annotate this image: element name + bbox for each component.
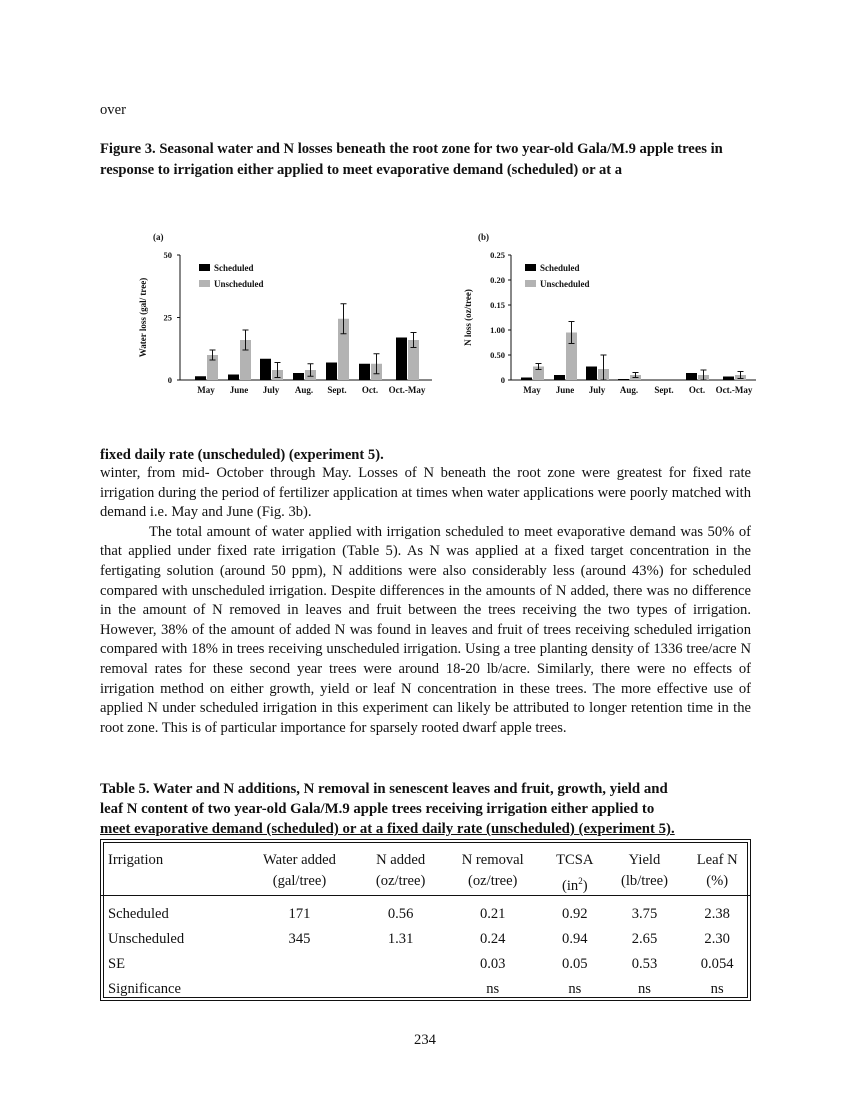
table-cell: 0.03 [479,955,506,972]
x-tick-label: Oct. [361,385,379,395]
table-cell [239,977,360,1002]
table-row [100,952,751,977]
chart-a [138,232,432,395]
table-cell: ns [486,980,500,997]
table-header-row [100,839,751,897]
table-cell: 0.24 [479,930,506,947]
x-tick-label: Aug. [619,385,639,395]
bar [686,373,697,380]
table-cell: 3.75 [631,905,658,922]
y-tick-label: 0.15 [490,300,505,310]
continued-word: over [100,102,126,118]
legend-label: Scheduled [540,263,580,273]
data-table [100,839,751,1002]
table-cell: 0.21 [479,905,506,922]
y-axis-title: Water loss (gal/ tree) [138,277,148,358]
bar [195,376,206,380]
y-axis-title: N loss (oz/tree) [463,289,473,346]
table-caption-line-2: leaf N content of two year-old Gala/M.9 apple trees receiving irrigation either applied to [100,801,655,817]
x-tick-label: June [555,385,575,395]
table-cell [360,977,442,1002]
table-cell: 345 [288,930,311,947]
x-tick-label: Oct.-May [388,385,426,395]
legend-swatch [199,280,210,287]
table-cell: 0.92 [562,905,588,922]
table-caption-line-3: meet evaporative demand (scheduled) or at a fixed daily rate (unscheduled) (experiment 5). [100,821,675,837]
bar [359,364,370,380]
table-cell: 0.56 [387,905,414,922]
table-cell [360,952,442,977]
body-paragraph-1: winter, from mid- October through May. Losses of N beneath the root zone were greatest for fixed rate irrigation during the period of fertilizer application at times when water applications were poorly matched with demand i.e. May and June (Fig. 3b). [100,465,751,521]
bar [293,373,304,380]
x-tick-label: Sept. [327,385,347,395]
table-cell [239,952,360,977]
x-tick-label: Oct.-May [715,385,753,395]
table-cell: 0.05 [562,955,588,972]
bar [618,379,629,380]
figure-3-charts [120,225,780,405]
table-cell: 2.38 [704,905,730,922]
legend-label: Unscheduled [214,279,264,289]
x-tick-label: Oct. [688,385,706,395]
table-cell: ns [568,980,582,997]
table-caption [100,779,751,839]
legend-swatch [525,280,536,287]
body-paragraph-2: The total amount of water applied with irrigation scheduled to meet evaporative demand was 50% of that applied under fixed rate irrigation (Table 5). As N was applied at a fixed target concentration in the fertigating solution (around 50 ppm), N additions were also considerably less (around 43%) for scheduled compared with unscheduled irrigation. Despite differences in the amounts of N added, there was no difference in the amount of N removed in leaves and fruit between the trees receiving the two types of irrigation. However, 38% of the amount of added N was found in leaves and fruit of trees receiving scheduled irrigation compared with 18% in trees receiving unscheduled irrigation. Using a tree planting density of 1336 tree/acre N removal rates for these second year trees were around 18-20 lb/acre. Similarly, there were no effects of irrigation method on either growth, yield or leaf N concentration in these trees. The more effective use of applied N under scheduled irrigation in this experiment can likely be attributed to longer retention time in the root zone. This is of particular importance for sparsely rooted dwarf apple trees. [100,523,751,736]
table-row [100,897,751,927]
bar [723,377,734,381]
y-tick-label: 0.20 [490,275,505,285]
bar [396,338,407,381]
bar [260,359,271,380]
x-tick-label: July [588,385,606,395]
y-tick-label: 0 [500,375,505,385]
header-irrigation: Irrigation [108,852,164,868]
row-label: SE [108,955,126,972]
table-cell: ns [637,980,651,997]
row-label: Unscheduled [108,930,185,947]
table-cell: 0.94 [562,930,588,947]
table-row [100,977,751,1002]
header-water-added: Water added (gal/tree) [262,852,336,889]
x-tick-label: Aug. [294,385,314,395]
legend-swatch [525,264,536,271]
x-tick-label: Sept. [654,385,674,395]
y-tick-label: 0.25 [490,250,505,260]
x-tick-label: June [229,385,249,395]
figure-caption: Figure 3. Seasonal water and N losses beneath the root zone for two year-old Gala/M.9 apple trees in response to irrigation either applied to meet evaporative demand (scheduled) or at a [100,141,723,178]
row-label: Significance [108,980,181,997]
table-cell: 1.31 [387,930,414,947]
y-tick-label: 25 [163,312,172,323]
header-tcsa: TCSA $(in^2)$ [556,852,594,894]
bar [554,375,565,380]
page-number: 234 [414,1032,436,1048]
legend-label: Scheduled [214,263,254,273]
legend-label: Unscheduled [540,279,590,289]
y-tick-label: 50 [163,250,172,260]
x-tick-label: May [197,385,215,395]
bar [521,378,532,381]
table-row [100,927,751,952]
table-cell: 0.53 [631,955,658,972]
table-cell: ns [710,980,724,997]
y-tick-label: 0.50 [490,350,505,360]
panel-label: (b) [478,232,489,242]
bar [326,363,337,381]
header-yield: Yield (lb/tree) [620,852,668,889]
x-tick-label: May [523,385,541,395]
table-cell: 0.054 [700,955,734,972]
table-caption-line-1: Table 5. Water and N additions, N removal in senescent leaves and fruit, growth, yield and [100,781,668,797]
legend-swatch [199,264,210,271]
figure-caption-continued: fixed daily rate (unscheduled) (experiment 5). [100,447,384,463]
table-cell: 2.65 [631,930,658,947]
y-tick-label: 1.00 [490,325,505,335]
y-tick-label: 0 [167,375,172,385]
header-n-added: N added (oz/tree) [375,852,426,889]
row-label: Scheduled [108,905,169,922]
bar [228,375,239,381]
header-leaf-n: Leaf N (%) [696,852,738,889]
bar [586,367,597,381]
table-cell: 171 [288,905,311,922]
chart-b [463,232,756,395]
header-n-removal: N removal (oz/tree) [461,852,524,889]
x-tick-label: July [262,385,280,395]
panel-label: (a) [153,232,164,242]
table-cell: 2.30 [704,930,730,947]
